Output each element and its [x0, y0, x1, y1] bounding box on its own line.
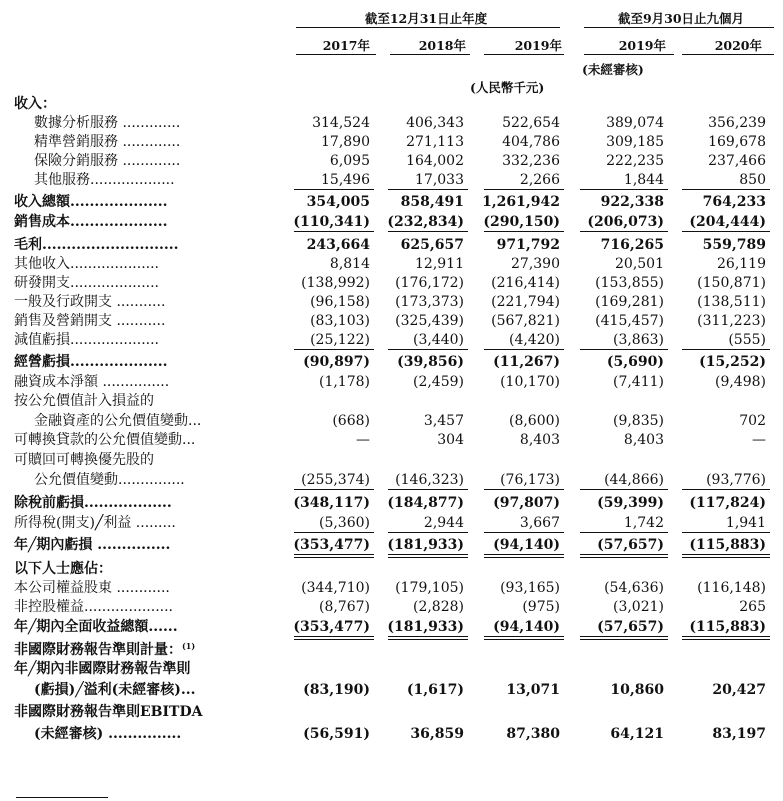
cell-2017: (668) — [332, 413, 370, 429]
cell-2020-nine-months: 169,678 — [708, 134, 766, 150]
cell-2019-nine-months: (59,399) — [597, 495, 664, 511]
single-underline — [484, 489, 564, 490]
cell-2019: (290,150) — [483, 214, 560, 230]
table-row — [0, 514, 783, 532]
cell-2020-nine-months: 1,941 — [725, 515, 766, 531]
cell-2018: (176,172) — [395, 275, 464, 291]
row-label: 保險分銷服務 ............. — [34, 153, 181, 169]
single-underline — [580, 189, 668, 190]
cell-2018: 17,033 — [415, 172, 464, 188]
row-label: 銷售成本.................... — [14, 214, 168, 230]
row-label: 金融資產的公允價值變動... — [34, 413, 202, 429]
cell-2020-nine-months: (311,223) — [697, 313, 766, 329]
cell-2019-nine-months: 64,121 — [610, 726, 664, 742]
single-underline — [294, 189, 374, 190]
cell-2019-nine-months: (54,636) — [604, 580, 664, 596]
cell-2017: 17,890 — [321, 134, 370, 150]
cell-2017: (56,591) — [303, 726, 370, 742]
cell-2019-nine-months: 716,265 — [600, 237, 664, 253]
cell-2019: (97,807) — [493, 495, 560, 511]
table-row — [0, 255, 783, 273]
header-year-2019: 2019年 — [514, 38, 562, 53]
row-label: 其他服務................... — [34, 172, 175, 188]
cell-2019: (10,170) — [500, 374, 560, 390]
table-row — [0, 152, 783, 170]
double-underline — [294, 636, 374, 640]
cell-2019-nine-months: 922,338 — [600, 194, 664, 210]
cell-2018: 164,002 — [406, 153, 464, 169]
cell-2017: (110,341) — [293, 214, 370, 230]
double-underline — [388, 636, 468, 640]
table-row — [0, 392, 783, 410]
cell-2020-nine-months: (138,511) — [697, 294, 766, 310]
row-label: 收入總額.................... — [14, 194, 168, 210]
cell-2019: 27,390 — [511, 256, 560, 272]
double-underline — [484, 554, 564, 558]
cell-2020-nine-months: (93,776) — [706, 472, 766, 488]
cell-2018: (181,933) — [387, 537, 464, 553]
single-underline — [484, 189, 564, 190]
year-rule-2019-nine-months — [584, 54, 674, 55]
single-underline — [388, 189, 468, 190]
single-underline — [294, 231, 374, 232]
cell-2017: (8,767) — [318, 599, 370, 615]
table-row — [0, 641, 783, 659]
row-label: 經營虧損.................... — [14, 354, 168, 370]
unaudited-note: (未經審核) — [582, 62, 644, 77]
cell-2017: (96,158) — [310, 294, 370, 310]
header-group-fiscal-year: 截至12月31日止年度 — [364, 11, 488, 26]
single-underline — [580, 231, 668, 232]
cell-2020-nine-months: 83,197 — [712, 726, 766, 742]
cell-2018: 2,944 — [423, 515, 464, 531]
cell-2019-nine-months: (169,281) — [595, 294, 664, 310]
row-label: 公允價值變動............... — [34, 472, 185, 488]
table-row — [0, 431, 783, 449]
cell-2017: 354,005 — [306, 194, 370, 210]
row-label: 研發開支.................... — [14, 275, 160, 291]
single-underline — [580, 349, 668, 350]
double-underline — [388, 554, 468, 558]
cell-2017: (353,477) — [293, 619, 370, 635]
cell-2019-nine-months: (57,657) — [597, 537, 664, 553]
cell-2019-nine-months: (3,021) — [612, 599, 664, 615]
cell-2019: 8,403 — [519, 432, 560, 448]
cell-2019-nine-months: 20,501 — [615, 256, 664, 272]
cell-2018: (184,877) — [387, 495, 464, 511]
header-group-nine-months: 截至9月30日止九個月 — [617, 11, 745, 26]
cell-2019-nine-months: (5,690) — [606, 354, 664, 370]
cell-2019-nine-months: 8,403 — [623, 432, 664, 448]
table-row — [0, 171, 783, 189]
single-underline — [388, 489, 468, 490]
table-row — [0, 312, 783, 330]
cell-2018: (39,856) — [397, 354, 464, 370]
cell-2018: (146,323) — [395, 472, 464, 488]
table-row — [0, 95, 783, 113]
row-label: (虧損)╱溢利(未經審核)... — [34, 682, 196, 698]
cell-2019: 13,071 — [506, 682, 560, 698]
row-label: (未經審核) ............... — [34, 726, 182, 742]
cell-2019: (94,140) — [493, 619, 560, 635]
double-underline — [682, 636, 770, 640]
cell-2018: (232,834) — [387, 214, 464, 230]
cell-2019: (216,414) — [491, 275, 560, 291]
cell-2018: 406,343 — [406, 115, 464, 131]
row-label: 本公司權益股東 ............ — [14, 580, 170, 596]
double-underline — [484, 636, 564, 640]
table-row — [0, 681, 783, 699]
cell-2020-nine-months: 764,233 — [702, 194, 766, 210]
cell-2019: (93,165) — [500, 580, 560, 596]
table-row — [0, 236, 783, 254]
cell-2019-nine-months: (57,657) — [597, 619, 664, 635]
year-rule-2020-nine-months — [682, 54, 774, 55]
table-row — [0, 193, 783, 211]
cell-2019-nine-months: (153,855) — [595, 275, 664, 291]
cell-2020-nine-months: (15,252) — [699, 354, 766, 370]
row-label: 其他收入.................... — [14, 256, 160, 272]
single-underline — [682, 532, 770, 533]
cell-2017: — — [356, 432, 370, 448]
footnote-rule — [16, 797, 108, 798]
header-year-2018: 2018年 — [418, 38, 466, 53]
single-underline — [484, 231, 564, 232]
cell-2019: (76,173) — [500, 472, 560, 488]
cell-2019: 1,261,942 — [482, 194, 560, 210]
table-row — [0, 373, 783, 391]
single-underline — [682, 231, 770, 232]
cell-2019: (8,600) — [508, 413, 560, 429]
cell-2017: (353,477) — [293, 537, 370, 553]
single-underline — [580, 532, 668, 533]
row-label: 所得稅(開支)╱利益 ......... — [14, 515, 176, 531]
table-row — [0, 331, 783, 349]
cell-2018: (3,440) — [412, 332, 464, 348]
cell-2019: (221,794) — [491, 294, 560, 310]
table-row — [0, 660, 783, 678]
header-group-rule-nine-months — [584, 27, 774, 28]
cell-2019: 522,654 — [502, 115, 560, 131]
cell-2019-nine-months: (44,866) — [604, 472, 664, 488]
year-rule-2017 — [296, 54, 376, 55]
cell-2018: (181,933) — [387, 619, 464, 635]
cell-2019: 87,380 — [506, 726, 560, 742]
row-label: 一般及行政開支 ........... — [14, 294, 166, 310]
table-row — [0, 703, 783, 721]
cell-2018: 12,911 — [415, 256, 464, 272]
cell-2018: (2,459) — [412, 374, 464, 390]
table-row — [0, 412, 783, 430]
header-group-rule-fiscal-year — [296, 27, 560, 28]
cell-2020-nine-months: 559,789 — [702, 237, 766, 253]
cell-2017: (255,374) — [301, 472, 370, 488]
cell-2020-nine-months: 20,427 — [712, 682, 766, 698]
cell-2020-nine-months: (115,883) — [689, 619, 766, 635]
cell-2019-nine-months: (415,457) — [595, 313, 664, 329]
table-row — [0, 213, 783, 231]
row-label: 年╱期內全面收益總額...... — [14, 619, 178, 635]
cell-2019: 332,236 — [502, 153, 560, 169]
row-label: 非國際財務報告準則計量：$^{(1)}$ — [14, 641, 196, 658]
cell-2017: 314,524 — [312, 115, 370, 131]
cell-2019-nine-months: 309,185 — [606, 134, 664, 150]
double-underline — [580, 554, 668, 558]
row-label: 按公允價值計入損益的 — [14, 393, 154, 409]
cell-2019: 404,786 — [502, 134, 560, 150]
table-row — [0, 618, 783, 636]
row-label: 毛利............................ — [14, 237, 179, 253]
cell-2020-nine-months: (117,824) — [689, 495, 766, 511]
table-row — [0, 353, 783, 371]
footnote-marker: (1) — [182, 641, 196, 651]
cell-2018: 858,491 — [400, 194, 464, 210]
cell-2019: 971,792 — [496, 237, 560, 253]
single-underline — [388, 349, 468, 350]
table-row — [0, 536, 783, 554]
cell-2017: 15,496 — [321, 172, 370, 188]
cell-2020-nine-months: 356,239 — [708, 115, 766, 131]
row-label: 減值虧損.................... — [14, 332, 160, 348]
table-row — [0, 114, 783, 132]
single-underline — [484, 532, 564, 533]
row-label: 可贖回可轉換優先股的 — [14, 452, 154, 468]
cell-2020-nine-months: 237,466 — [708, 153, 766, 169]
cell-2019-nine-months: (206,073) — [587, 214, 664, 230]
cell-2017: (1,178) — [318, 374, 370, 390]
cell-2020-nine-months: — — [752, 432, 766, 448]
single-underline — [484, 349, 564, 350]
cell-2019-nine-months: (3,863) — [612, 332, 664, 348]
cell-2020-nine-months: 26,119 — [717, 256, 766, 272]
cell-2019: 2,266 — [519, 172, 560, 188]
cell-2017: (344,710) — [301, 580, 370, 596]
row-label: 以下人士應佔： — [14, 561, 112, 577]
single-underline — [682, 189, 770, 190]
cell-2020-nine-months: 850 — [739, 172, 766, 188]
cell-2019-nine-months: (9,835) — [612, 413, 664, 429]
cell-2018: 3,457 — [423, 413, 464, 429]
row-label: 年╱期內非國際財務報告準則 — [14, 661, 191, 677]
table-row — [0, 451, 783, 469]
single-underline — [682, 489, 770, 490]
single-underline — [682, 349, 770, 350]
header-year-2017: 2017年 — [322, 38, 370, 53]
row-label: 年╱期內虧損 ............... — [14, 537, 171, 553]
cell-2019: (4,420) — [508, 332, 560, 348]
cell-2019-nine-months: (7,411) — [612, 374, 664, 390]
row-label: 除稅前虧損.................. — [14, 495, 172, 511]
cell-2019-nine-months: 389,074 — [606, 115, 664, 131]
row-label: 銷售及營銷開支 ........... — [14, 313, 166, 329]
cell-2019: 3,667 — [519, 515, 560, 531]
cell-2020-nine-months: (116,148) — [697, 580, 766, 596]
cell-2018: (179,105) — [395, 580, 464, 596]
row-label: 可轉換貸款的公允價值變動... — [14, 432, 196, 448]
cell-2019-nine-months: 1,742 — [623, 515, 664, 531]
row-label: 數據分析服務 ............. — [34, 115, 181, 131]
cell-2017: (25,122) — [310, 332, 370, 348]
cell-2017: (138,992) — [301, 275, 370, 291]
row-label: 精準營銷服務 ............. — [34, 134, 181, 150]
year-rule-2019 — [484, 54, 564, 55]
double-underline — [682, 554, 770, 558]
cell-2020-nine-months: (150,871) — [697, 275, 766, 291]
single-underline — [580, 489, 668, 490]
double-underline — [580, 636, 668, 640]
currency-note: (人民幣千元) — [470, 80, 545, 95]
row-label: 非國際財務報告準則EBITDA — [14, 704, 203, 720]
cell-2018: 625,657 — [400, 237, 464, 253]
table-row — [0, 471, 783, 489]
year-rule-2018 — [390, 54, 470, 55]
row-label: 非控股權益.................... — [14, 599, 174, 615]
cell-2018: 36,859 — [410, 726, 464, 742]
single-underline — [388, 231, 468, 232]
cell-2018: (173,373) — [395, 294, 464, 310]
table-row — [0, 579, 783, 597]
row-label: 收入： — [14, 96, 56, 112]
cell-2018: (1,617) — [406, 682, 464, 698]
cell-2017: (83,190) — [303, 682, 370, 698]
single-underline — [294, 489, 374, 490]
table-row — [0, 725, 783, 743]
cell-2019-nine-months: 1,844 — [623, 172, 664, 188]
cell-2020-nine-months: 702 — [739, 413, 766, 429]
cell-2019-nine-months: 222,235 — [606, 153, 664, 169]
single-underline — [294, 349, 374, 350]
table-row — [0, 293, 783, 311]
table-row — [0, 274, 783, 292]
cell-2020-nine-months: (115,883) — [689, 537, 766, 553]
cell-2017: 6,095 — [329, 153, 370, 169]
cell-2017: (90,897) — [303, 354, 370, 370]
table-row — [0, 494, 783, 512]
table-row — [0, 598, 783, 616]
table-row — [0, 560, 783, 578]
cell-2020-nine-months: (555) — [728, 332, 766, 348]
cell-2020-nine-months: (204,444) — [689, 214, 766, 230]
cell-2017: (5,360) — [318, 515, 370, 531]
cell-2018: (325,439) — [395, 313, 464, 329]
cell-2019: (567,821) — [491, 313, 560, 329]
cell-2018: 271,113 — [406, 134, 464, 150]
cell-2019: (11,267) — [493, 354, 560, 370]
cell-2017: 8,814 — [329, 256, 370, 272]
cell-2017: (83,103) — [310, 313, 370, 329]
cell-2018: (2,828) — [412, 599, 464, 615]
cell-2017: (348,117) — [293, 495, 370, 511]
cell-2018: 304 — [437, 432, 464, 448]
row-label: 融資成本淨額 ............... — [14, 374, 170, 390]
double-underline — [294, 554, 374, 558]
cell-2017: 243,664 — [306, 237, 370, 253]
header-year-2020-nine-months: 2020年 — [714, 38, 762, 53]
single-underline — [294, 532, 374, 533]
cell-2019: (94,140) — [493, 537, 560, 553]
single-underline — [388, 532, 468, 533]
cell-2019: (975) — [522, 599, 560, 615]
cell-2020-nine-months: (9,498) — [714, 374, 766, 390]
table-row — [0, 133, 783, 151]
cell-2020-nine-months: 265 — [739, 599, 766, 615]
header-year-2019-nine-months: 2019年 — [618, 38, 666, 53]
cell-2019-nine-months: 10,860 — [610, 682, 664, 698]
